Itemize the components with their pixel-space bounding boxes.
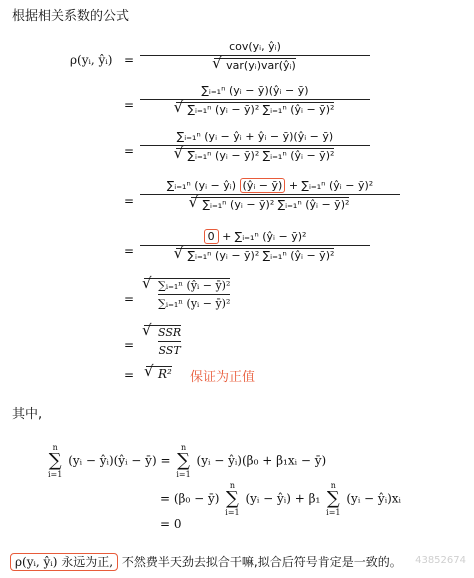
r-squared: R² xyxy=(158,367,172,381)
page-heading: 根据相关系数的公式 xyxy=(12,9,130,24)
sum-symbol xyxy=(176,443,190,479)
sum-lower: i=1 xyxy=(48,470,63,479)
sqrt-symbol xyxy=(144,278,230,311)
conclusion-line xyxy=(10,553,402,570)
sqrt-content: ∑ᵢ₌₁ⁿ (yᵢ − ȳ)² ∑ᵢ₌₁ⁿ (ŷᵢ − ȳ)² xyxy=(187,149,335,162)
numerator-part-a: ∑ᵢ₌₁ⁿ (yᵢ − ŷᵢ) xyxy=(166,179,237,192)
derivation-lhs: ρ(yᵢ, ŷᵢ) xyxy=(70,53,113,67)
sqrt-content: var(yᵢ)var(ŷᵢ) xyxy=(226,59,296,72)
identity-line-3: = 0 xyxy=(160,517,182,531)
fraction-numerator: cov(yᵢ, ŷᵢ) xyxy=(229,40,281,53)
sum-glyph: ∑ xyxy=(326,488,340,509)
sum-glyph: ∑ xyxy=(177,450,190,471)
fraction-denominator: ∑ᵢ₌₁ⁿ (yᵢ − ȳ)² xyxy=(158,297,231,310)
fraction-sums xyxy=(140,84,370,117)
sum-lower: i=1 xyxy=(326,508,341,517)
fraction-split xyxy=(140,179,400,212)
sum-glyph: ∑ xyxy=(48,450,62,471)
inner-fraction xyxy=(158,326,181,358)
sum-upper: n xyxy=(330,481,336,490)
sqrt-symbol xyxy=(214,58,296,73)
fraction-numerator: √ ∑ᵢ₌₁ⁿ (ŷᵢ − ȳ)² xyxy=(158,279,231,292)
conclusion-text: 不然费半天劲去拟合干嘛,拟合后符号肯定是一致的。 xyxy=(121,555,402,569)
ssr-label: √ SSR xyxy=(158,326,182,339)
numerator-part-b: + ∑ᵢ₌₁ⁿ (ŷᵢ − ȳ)² xyxy=(288,179,374,192)
sqrt-symbol xyxy=(146,366,172,381)
fraction-bar xyxy=(158,341,181,342)
fraction-denominator xyxy=(140,148,370,163)
equals-sign: = xyxy=(124,53,135,67)
identity-part-b: (yᵢ − ŷᵢ) + β₁ xyxy=(245,491,321,506)
sum-lower: i=1 xyxy=(176,470,191,479)
identity-line-2 xyxy=(160,481,401,517)
watermark-text: 43852674 xyxy=(415,555,466,566)
sqrt-ssr-sst xyxy=(144,325,181,358)
identity-lhs: (yᵢ − ŷᵢ)(ŷᵢ − ȳ) = xyxy=(68,453,171,468)
inner-fraction xyxy=(158,279,230,311)
equals-sign: = xyxy=(124,144,135,158)
fraction-bar xyxy=(158,294,230,295)
correlation-derivation xyxy=(68,34,398,385)
fraction-numerator: ∑ᵢ₌₁ⁿ (yᵢ − ŷᵢ + ŷᵢ − ȳ)(ŷᵢ − ȳ) xyxy=(176,130,334,143)
fraction-numerator: ∑ᵢ₌₁ⁿ (yᵢ − ȳ)(ŷᵢ − ȳ) xyxy=(201,84,309,97)
sum-symbol xyxy=(48,443,62,479)
sqrt-content: ∑ᵢ₌₁ⁿ (yᵢ − ȳ)² ∑ᵢ₌₁ⁿ (ŷᵢ − ȳ)² xyxy=(187,249,335,262)
fraction-cov xyxy=(140,40,370,73)
highlight-box-conclusion: ρ(yᵢ, ŷᵢ) 永远为正, xyxy=(10,553,118,571)
equals-sign: = xyxy=(124,368,135,382)
identity-part-a: = (β₀ − ȳ) xyxy=(160,491,220,506)
fraction-numerator xyxy=(140,179,400,193)
sqrt-symbol xyxy=(176,248,335,263)
where-label: 其中, xyxy=(12,407,43,422)
fraction-bar xyxy=(140,194,400,195)
sqrt-symbol xyxy=(176,148,335,163)
fraction-numerator xyxy=(140,230,370,244)
sum-upper: n xyxy=(229,481,236,490)
sum-upper: n xyxy=(52,443,58,452)
fraction-denominator xyxy=(140,58,370,73)
sst-label: SST xyxy=(158,344,181,357)
sqrt-content: ∑ᵢ₌₁ⁿ (yᵢ − ȳ)² ∑ᵢ₌₁ⁿ (ŷᵢ − ȳ)² xyxy=(187,103,335,116)
fraction-zeroed xyxy=(140,230,370,263)
sqrt-symbol xyxy=(191,197,350,212)
equals-sign: = xyxy=(124,98,135,112)
equals-sign: = xyxy=(124,338,135,352)
sum-lower: i=1 xyxy=(225,508,240,517)
positive-note: 保证为正值 xyxy=(190,370,256,385)
fraction-denominator xyxy=(140,197,400,212)
sqrt-ratio xyxy=(144,278,230,311)
sqrt-r-squared xyxy=(146,366,172,381)
fraction-denominator xyxy=(140,102,370,117)
highlight-box-zero: 0 xyxy=(204,229,219,244)
sum-symbol xyxy=(225,481,239,517)
sum-upper: n xyxy=(180,443,187,452)
sum-glyph: ∑ xyxy=(226,488,239,509)
sum-symbol xyxy=(326,481,340,517)
fraction-denominator xyxy=(140,248,370,263)
numerator-part-b: + ∑ᵢ₌₁ⁿ (ŷᵢ − ȳ)² xyxy=(222,230,307,243)
equals-sign: = xyxy=(124,244,135,258)
equals-sign: = xyxy=(124,292,135,306)
identity-part-c: (yᵢ − ŷᵢ)xᵢ xyxy=(346,491,401,506)
sqrt-symbol xyxy=(176,102,335,117)
highlight-box-cross-term: (ŷᵢ − ȳ) xyxy=(240,178,286,193)
fraction-bar xyxy=(140,55,370,56)
identity-line-1 xyxy=(46,443,326,479)
fraction-expanded xyxy=(140,130,370,163)
identity-rhs: (yᵢ − ŷᵢ)(β₀ + β₁xᵢ − ȳ) xyxy=(196,453,327,468)
sqrt-symbol xyxy=(144,325,181,358)
sqrt-content: ∑ᵢ₌₁ⁿ (yᵢ − ȳ)² ∑ᵢ₌₁ⁿ (ŷᵢ − ȳ)² xyxy=(202,198,350,211)
equals-sign: = xyxy=(124,194,135,208)
